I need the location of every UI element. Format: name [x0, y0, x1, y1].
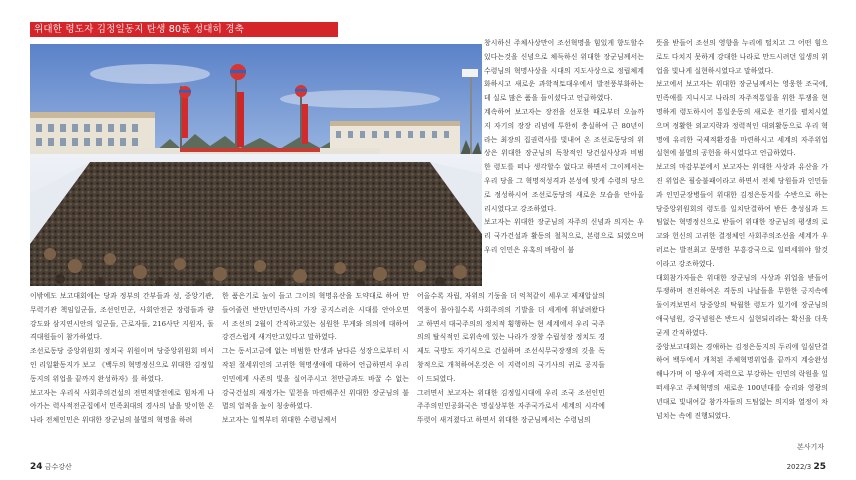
paragraph: 보고의 마감부분에서 보고자는 위대한 사상과 유산을 가진 위업은 필승불패이라고 하면서 전체 당원들과 인민들과 인민군장병들이 위대한 김정은동지를 수반으로 하는 당중앙위원회의 령도를 일치단결하여 받든 충성심과 드팀없는 혁명정신으로 받들어 위대한 장군님의 평생의 로고와 헌신의 고귀한 결정체인 사회주의조선을 세계가 우러르는 발전최고 문명한 부흥강국으로 일떠세워야 할것이라고 강조하였다. — [656, 163, 828, 268]
byline: 본사기자 — [796, 443, 824, 451]
paragraph: 중앙보고대회는 경애하는 김정은동지의 두리에 일심단결하여 백두에서 개척된 주체혁명위업을 끝까지 계승완성해나가며 이 땅우에 자력으로 부강하는 인민의 락원을 일떠세우고 주체혁명의 새로운 100년대를 승리와 영광의 년대로 빛내여갈 참가자들의 드팀없는 의지와 열정이 차넘치는 속에 진행되였다. — [656, 342, 828, 420]
paragraph: 보고에서 보고자는 위대한 장군님께서는 영웅한 조국에, 민족애를 지니시고 나라의 자주적통일을 위한 투쟁을 현명하게 령도하시어 통일운동의 새로운 전기를 펼치시였으며 정활한 외교지략과 정력적인 대외활동으로 우리 혁명에 유리한 국제적환경을 마련하시고 세계의 자주위업실현에 불멸의 공헌을 하시였다고 언급하였다. — [656, 80, 828, 158]
paragraph: 한 품은기로 높이 들고 그이의 혁명유산을 도약대로 하여 만들어줄런 반만년민족사의 가장 공지스러운 시대를 안아오면서 조선의 2월이 간직하고있는 심원한 무게와 의의에 대하여 강견스럽게 새겨안고있다고 말하였다. — [222, 292, 409, 342]
paragraph: 조선로동당 중앙위원회 정치국 위원이며 당중앙위원회 비서인 리일환동지가 보고 《백두의 혁명정신으로 위대한 김정일동지의 위업을 끝까지 완성하자》를 하였다. — [30, 347, 214, 383]
paragraph: 창시하신 주체사상만이 조선혁명을 힘있게 향도할수 있다는것을 신념으로 체득하신 위대한 장군님께서는 수령님의 혁명사상을 시대의 지도사상으로 정립체계화하시고 새로운 과학적토대우에서 발전풍부화하는데 실로 많은 품을 들이셨다고 언급하였다. — [484, 39, 644, 103]
article-column-1 — [30, 290, 214, 428]
paragraph: 보고자는 일찍부터 위대한 수령님께서 — [222, 416, 337, 425]
issue-date: 2022/3 — [786, 463, 812, 471]
paragraph: 대회참가자들은 위대한 장군님의 사상과 위업을 받들어 투쟁하며 전진하여온 격동의 나날들을 무한한 긍지속에 돌이켜보면서 당중앙의 탁월한 령도가 있기에 장군님의 애국념원, 강국념원은 반드시 실현되리라는 확신을 더욱 굳게 간직하였다. — [656, 273, 828, 337]
paragraph: 그러면서 보고자는 위대한 김정일시대에 우리 조국 조선인민주주의인민공화국은 명실상부한 자주국가로서 세계의 시각에 뚜렷이 새겨졌다고 하면서 위대한 장군님께서는 수령님의 — [417, 388, 605, 425]
section-banner — [30, 22, 338, 37]
article-column-3 — [417, 290, 605, 428]
banner-title: 위대한 령도자 김정일동지 탄생 80돐 성대히 경축 — [34, 24, 244, 35]
mass-rally-photo-icon — [30, 44, 482, 286]
article-column-4 — [484, 37, 644, 258]
footer-left — [30, 462, 72, 472]
paragraph: 계속하여 보고자는 장전을 선포한 때로부터 오늘까지 자기의 장장 리념에 투한히 충실하여 근 80년이라는 최장의 집권력사를 빛내여 온 조선로동당의 위상은 위대한 장군님의 독창적인 당건설사상과 비범한 령도를 떠나 생각할수 없다고 하면서 그이께서는 우리 당을 그 혁명적성격과 본성에 맞게 수령의 당으로 정성하시여 조선로동당의 새로운 모습을 안아올리시였다고 강조하였다. — [484, 107, 644, 213]
page-number-right: 25 — [813, 462, 826, 472]
article-column-2 — [222, 290, 409, 428]
paragraph: 그는 동서고금에 없는 비범한 탄생과 남다른 성장으로부터 시작된 절세위인의 고귀한 혁명생애에 대하여 언급하면서 우리 인민에게 사존의 빛을 실어주시고 천만금과도 바꿀 수 없는 강국건설의 재정가는 밑천을 마련해주신 위대한 장군님의 불멸의 업적을 높이 칭송하였다. — [222, 347, 409, 411]
article-column-5 — [656, 37, 828, 423]
paragraph: 이밖에도 보고대회에는 당과 정부의 간부들과 성, 중앙기관, 무력기관 책임일군들, 조선인민군, 사회안전군 장령들과 량강도와 삼지연시안의 일군들, 근로자들, 216사단 지원자, 돌격대원들이 참가하였다. — [30, 292, 214, 342]
footer-right — [787, 462, 826, 472]
paragraph: 어올수록 자립, 자위의 기둥을 더 억척같이 세우고 제재압살의 역풍이 몰아칠수록 사회주의의 기발을 더 세게에 휘날려왔다고 하면서 대국주의의 정치적 횡행하는 현 세계에서 우리 국주의의 탈식적인 로위속에 있는 나라가 장창 수립성장 정치도 경제도 국방도 자기식으로 건설하며 조선식무국장쟁의 깃을 독창적으로 개척하여온것은 이 지력이의 국기사의 귀로 공지들이 드되였다. — [417, 292, 605, 383]
page-number-left: 24 — [30, 462, 43, 472]
paragraph: 뜻을 받들어 조선의 영향을 누리에 떨치고 그 어떤 힘으로도 다치지 못하게 강대한 나라로 만드시려던 일생의 위업을 빛나게 실현하시였다고 말하였다. — [656, 39, 828, 75]
rally-photo — [30, 44, 482, 286]
magazine-title: 금수강산 — [44, 463, 72, 471]
paragraph: 보고자는 우리식 사회주의건설의 전면적발전에로 힘차게 나아가는 력사적전군집에서 민족최대의 경사의 날을 맞이한 온 나라 전체인민은 위대한 장군님의 불멸의 혁명을 하려 — [30, 388, 214, 425]
paragraph: 보고자는 위대한 장군님의 자주의 신념과 의지는 우리 국가건설과 활동의 철칙으로, 본령으로 되였으며 우리 인민은 유혹의 바람이 불 — [484, 218, 644, 254]
